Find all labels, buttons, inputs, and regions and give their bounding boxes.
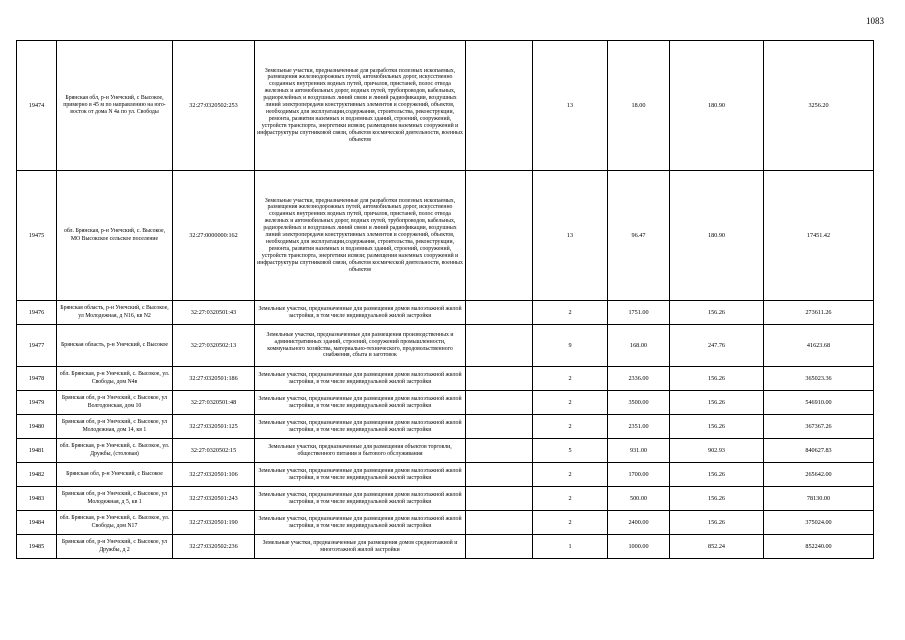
address-cell: Брянская обл, р-н Унечский, с Высокое (57, 463, 173, 487)
table-row (17, 171, 874, 301)
address-cell: Брянская область, р-н Унечский, с Высокое (57, 325, 173, 367)
cadastral-value-cell: 365023.36 (764, 367, 874, 391)
cadastral-value-cell: 852240.00 (764, 535, 874, 559)
category-code-cell: 2 (533, 391, 608, 415)
row-id: 19477 (17, 325, 57, 367)
area-cell: 931.00 (608, 439, 670, 463)
cadastral-value-cell: 17451.42 (764, 171, 874, 301)
empty-cell (466, 301, 533, 325)
cadastral-number-cell: 32:27:0320501:190 (173, 511, 255, 535)
row-id: 19481 (17, 439, 57, 463)
land-purpose-cell: Земельные участки, предназначенные для размещения домов малоэтажной жилой застройки, в том числе индивидуальной жилой застройки (255, 463, 466, 487)
cadastral-number-cell: 32:27:0320502:236 (173, 535, 255, 559)
empty-cell (466, 487, 533, 511)
empty-cell (466, 535, 533, 559)
table-row (17, 391, 874, 415)
cadastral-number-cell: 32:27:0320501:186 (173, 367, 255, 391)
cadastral-value-cell: 78130.00 (764, 487, 874, 511)
area-cell: 18.00 (608, 41, 670, 171)
category-code-cell: 2 (533, 463, 608, 487)
table-row (17, 301, 874, 325)
area-cell: 1751.00 (608, 301, 670, 325)
page-number: 1083 (866, 16, 884, 26)
table-row (17, 41, 874, 171)
table-row (17, 535, 874, 559)
cadastral-number-cell: 32:27:0320501:243 (173, 487, 255, 511)
cadastral-number-cell: 32:27:0320502:253 (173, 41, 255, 171)
category-code-cell: 13 (533, 171, 608, 301)
cadastral-value-cell: 3256.20 (764, 41, 874, 171)
rate-cell: 180.90 (670, 41, 764, 171)
row-id: 19478 (17, 367, 57, 391)
category-code-cell: 13 (533, 41, 608, 171)
cadastral-number-cell: 32:27:0320501:125 (173, 415, 255, 439)
cadastral-number-cell: 32:27:0000000:162 (173, 171, 255, 301)
table-row (17, 487, 874, 511)
category-code-cell: 9 (533, 325, 608, 367)
table-row (17, 439, 874, 463)
land-purpose-cell: Земельные участки, предназначенные для разработки полезных ископаемых, размещения железнодорожных путей, автомобильных дорог, искусственно созданных внутренних водных путей, причалов, пристаней, полос отвода железных и автомобильных дорог, водных путей, трубопроводов, кабельных, радиорелейных и воздушных линий связи и линий радиофикации, воздушных линий электропередачи конструктивных элементов и сооружений, объектов, необходимых для эксплуатации,содержания, строительства, реконструкции, ремонта, развития наземных и подземных зданий, строений, сооружений, устройств транспорта, энергетики исвязи; размещения наземных сооружений и инфраструктуры спутниковой связи, объектов космической деятельности, военных объектов (255, 171, 466, 301)
rate-cell: 247.76 (670, 325, 764, 367)
land-purpose-cell: Земельные участки, предназначенные для размещения домов малоэтажной жилой застройки, в том числе индивидуальной жилой застройки (255, 391, 466, 415)
area-cell: 1700.00 (608, 463, 670, 487)
empty-cell (466, 415, 533, 439)
address-cell: Брянская обл, р-н Унечский, с Высокое, ул Молодежная, д 5, кв 1 (57, 487, 173, 511)
address-cell: обл. Брянская, р-н Унечский, с. Высокое, ул. Дружбы, (столовая) (57, 439, 173, 463)
category-code-cell: 2 (533, 301, 608, 325)
empty-cell (466, 41, 533, 171)
area-cell: 168.00 (608, 325, 670, 367)
address-cell: Брянская обл, р-н Унечский, с Высокое, ул Молодежная, дом 14, кв 1 (57, 415, 173, 439)
table-row (17, 511, 874, 535)
rate-cell: 156.26 (670, 487, 764, 511)
land-purpose-cell: Земельные участки, предназначенные для размещения производственных и административных зданий, строений, сооружений промышленности, коммунального хозяйства, материально-технического, продовольственного снабжения, сбыта и заготовок (255, 325, 466, 367)
rate-cell: 156.26 (670, 301, 764, 325)
empty-cell (466, 511, 533, 535)
cadastral-number-cell: 32:27:0320502:15 (173, 439, 255, 463)
cadastral-value-cell: 367367.26 (764, 415, 874, 439)
rate-cell: 156.26 (670, 415, 764, 439)
address-cell: Брянская обл, р-н Унечский, с Высокое, примерно в 45 м по направлению на юго-восток от дома N 4а по ул. Свободы (57, 41, 173, 171)
land-purpose-cell: Земельные участки, предназначенные для размещения домов малоэтажной жилой застройки, в том числе индивидуальной жилой застройки (255, 511, 466, 535)
rate-cell: 156.26 (670, 463, 764, 487)
cadastral-value-cell: 840627.83 (764, 439, 874, 463)
land-purpose-cell: Земельные участки, предназначенные для разработки полезных ископаемых, размещения железнодорожных путей, автомобильных дорог, искусственно созданных внутренних водных путей, причалов, пристаней, полос отвода железных и автомобильных дорог, водных путей, трубопроводов, кабельных, радиорелейных и воздушных линий связи и линий радиофикации, воздушных линий электропередачи конструктивных элементов и сооружений, объектов, необходимых для эксплуатации,содержания, строительства, реконструкции, ремонта, развития наземных и подземных зданий, строений, сооружений, устройств транспорта, энергетики исвязи; размещения наземных сооружений и инфраструктуры спутниковой связи, объектов космической деятельности, военных объектов (255, 41, 466, 171)
row-id: 19479 (17, 391, 57, 415)
category-code-cell: 5 (533, 439, 608, 463)
row-id: 19485 (17, 535, 57, 559)
empty-cell (466, 439, 533, 463)
table-row (17, 415, 874, 439)
empty-cell (466, 367, 533, 391)
land-purpose-cell: Земельные участки, предназначенные для размещения домов малоэтажной жилой застройки, в том числе индивидуальной жилой застройки (255, 487, 466, 511)
area-cell: 2351.00 (608, 415, 670, 439)
area-cell: 2400.00 (608, 511, 670, 535)
land-purpose-cell: Земельные участки, предназначенные для размещения домов малоэтажной жилой застройки, в том числе индивидуальной жилой застройки (255, 415, 466, 439)
address-cell: обл. Брянская, р-н Унечский, с. Высокое, ул. Свободы, дом N17 (57, 511, 173, 535)
area-cell: 3500.00 (608, 391, 670, 415)
empty-cell (466, 325, 533, 367)
land-purpose-cell: Земельные участки, предназначенные для размещения домов малоэтажной жилой застройки, в том числе индивидуальной жилой застройки (255, 367, 466, 391)
cadastral-value-cell: 41623.68 (764, 325, 874, 367)
cadastral-number-cell: 32:27:0320501:48 (173, 391, 255, 415)
cadastral-value-cell: 546910.00 (764, 391, 874, 415)
land-purpose-cell: Земельные участки, предназначенные для размещения домов среднеэтажной и многоэтажной жилой застройки (255, 535, 466, 559)
row-id: 19480 (17, 415, 57, 439)
table-body (17, 41, 874, 559)
area-cell: 1000.00 (608, 535, 670, 559)
cadastral-value-cell: 375024.00 (764, 511, 874, 535)
rate-cell: 852.24 (670, 535, 764, 559)
rate-cell: 156.26 (670, 367, 764, 391)
row-id: 19482 (17, 463, 57, 487)
category-code-cell: 2 (533, 415, 608, 439)
cadastral-value-cell: 265642.00 (764, 463, 874, 487)
table-row (17, 463, 874, 487)
empty-cell (466, 391, 533, 415)
table-row (17, 367, 874, 391)
row-id: 19483 (17, 487, 57, 511)
empty-cell (466, 463, 533, 487)
row-id: 19474 (17, 41, 57, 171)
cadastral-table (16, 40, 874, 559)
address-cell: обл. Брянская, р-н Унечский, с. Высокое, ул. Свободы, дом N4в (57, 367, 173, 391)
land-purpose-cell: Земельные участки, предназначенные для размещения домов малоэтажной жилой застройки, в том числе индивидуальной жилой застройки (255, 301, 466, 325)
category-code-cell: 2 (533, 487, 608, 511)
address-cell: обл. Брянская, р-н Унечский, с. Высокое, МО Высокское сельское поселение (57, 171, 173, 301)
table-row (17, 325, 874, 367)
category-code-cell: 2 (533, 511, 608, 535)
area-cell: 2336.00 (608, 367, 670, 391)
area-cell: 96.47 (608, 171, 670, 301)
rate-cell: 156.26 (670, 511, 764, 535)
rate-cell: 902.93 (670, 439, 764, 463)
cadastral-number-cell: 32:27:0320502:13 (173, 325, 255, 367)
row-id: 19476 (17, 301, 57, 325)
row-id: 19475 (17, 171, 57, 301)
address-cell: Брянская обл, р-н Унечский, с Высокое, ул Волгодонская, дом 10 (57, 391, 173, 415)
area-cell: 500.00 (608, 487, 670, 511)
cadastral-number-cell: 32:27:0320501:43 (173, 301, 255, 325)
category-code-cell: 2 (533, 367, 608, 391)
land-purpose-cell: Земельные участки, предназначенные для размещения объектов торговли, общественного питания и бытового обслуживания (255, 439, 466, 463)
address-cell: Брянская обл, р-н Унечский, с Высокое, ул Дружбы, д 2 (57, 535, 173, 559)
cadastral-value-cell: 273611.26 (764, 301, 874, 325)
rate-cell: 180.90 (670, 171, 764, 301)
rate-cell: 156.26 (670, 391, 764, 415)
cadastral-number-cell: 32:27:0320501:106 (173, 463, 255, 487)
address-cell: Брянская область, р-н Унечский, с Высокое, ул Молодежная, д N16, кв N2 (57, 301, 173, 325)
empty-cell (466, 171, 533, 301)
category-code-cell: 1 (533, 535, 608, 559)
row-id: 19484 (17, 511, 57, 535)
